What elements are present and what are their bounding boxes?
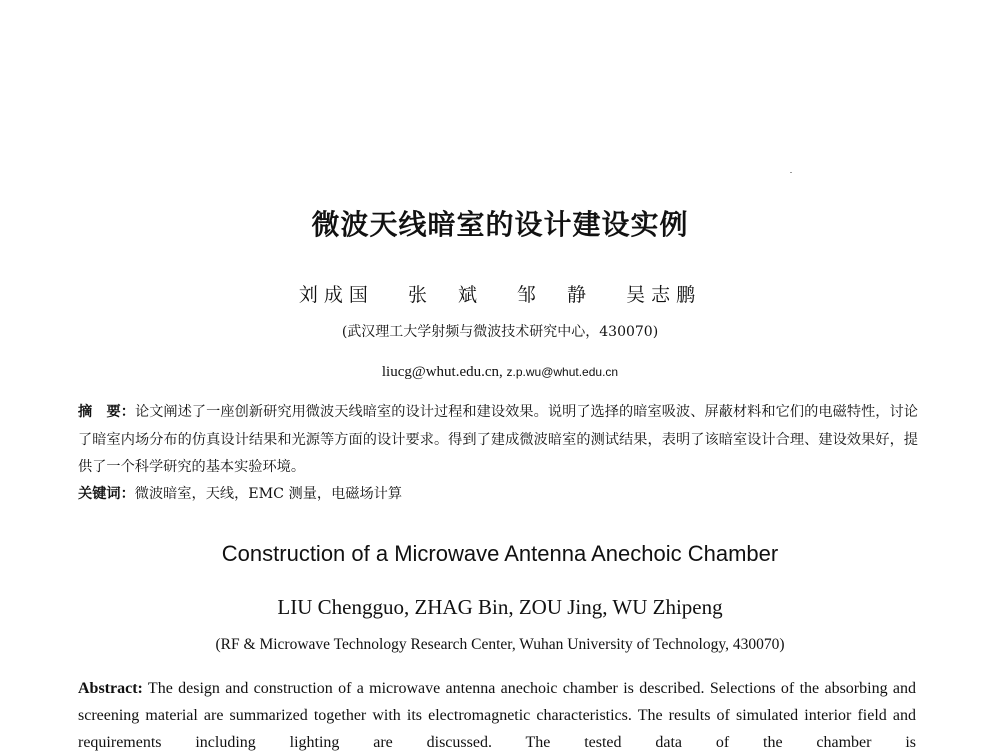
email-primary: liucg@whut.edu.cn, (381, 364, 503, 380)
abstract-en (78, 675, 916, 756)
authors-cn (0, 280, 1000, 307)
abstract-en-text: The design and construction of a microwave antenna anechoic chamber is described. Selections of the absorbing and screening material are summarized together with its electromagnetic characteristics. The results of simulated interior field and requirements including lighting are discussed. The tested data of the chamber is (78, 680, 916, 751)
abstract-cn (78, 399, 918, 482)
abstract-en-label: Abstract: (78, 680, 143, 697)
affiliation-en: (RF & Microwave Technology Research Center, Wuhan University of Technology, 430070) (215, 636, 785, 653)
keywords-cn (78, 482, 918, 506)
author-cn-2: 张 斌 (407, 284, 483, 306)
keywords-cn-label: 关键词： (78, 486, 135, 502)
keywords-cn-text: 微波暗室，天线，EMC 测量，电磁场计算 (134, 486, 403, 502)
scan-speck (790, 172, 792, 173)
affiliation-cn: (武汉理工大学射频与微波技术研究中心，430070) (341, 324, 659, 340)
abstract-cn-label: 摘 要： (78, 404, 135, 420)
authors-en: LIU Chengguo, ZHAG Bin, ZOU Jing, WU Zhipeng (277, 595, 723, 619)
title-en: Construction of a Microwave Antenna Anechoic Chamber (221, 541, 779, 566)
author-cn-1: 刘成国 (298, 284, 374, 306)
title-cn: 微波天线暗室的设计建设实例 (311, 208, 689, 241)
author-cn-4: 吴志鹏 (626, 284, 702, 306)
email-secondary: z.p.wu@whut.edu.cn (506, 365, 619, 379)
abstract-cn-text: 论文阐述了一座创新研究用微波天线暗室的设计过程和建设效果。说明了选择的暗室吸波、屏蔽材料和它们的电磁特性，讨论了暗室内场分布的仿真设计结果和光源等方面的设计要求。得到了建成微波暗室的测试结果，表明了该暗室设计合理、建设效果好，提供了一个科学研究的基本实验环境。 (78, 404, 918, 475)
emails (0, 364, 1000, 381)
author-cn-3: 邹 静 (517, 284, 593, 306)
